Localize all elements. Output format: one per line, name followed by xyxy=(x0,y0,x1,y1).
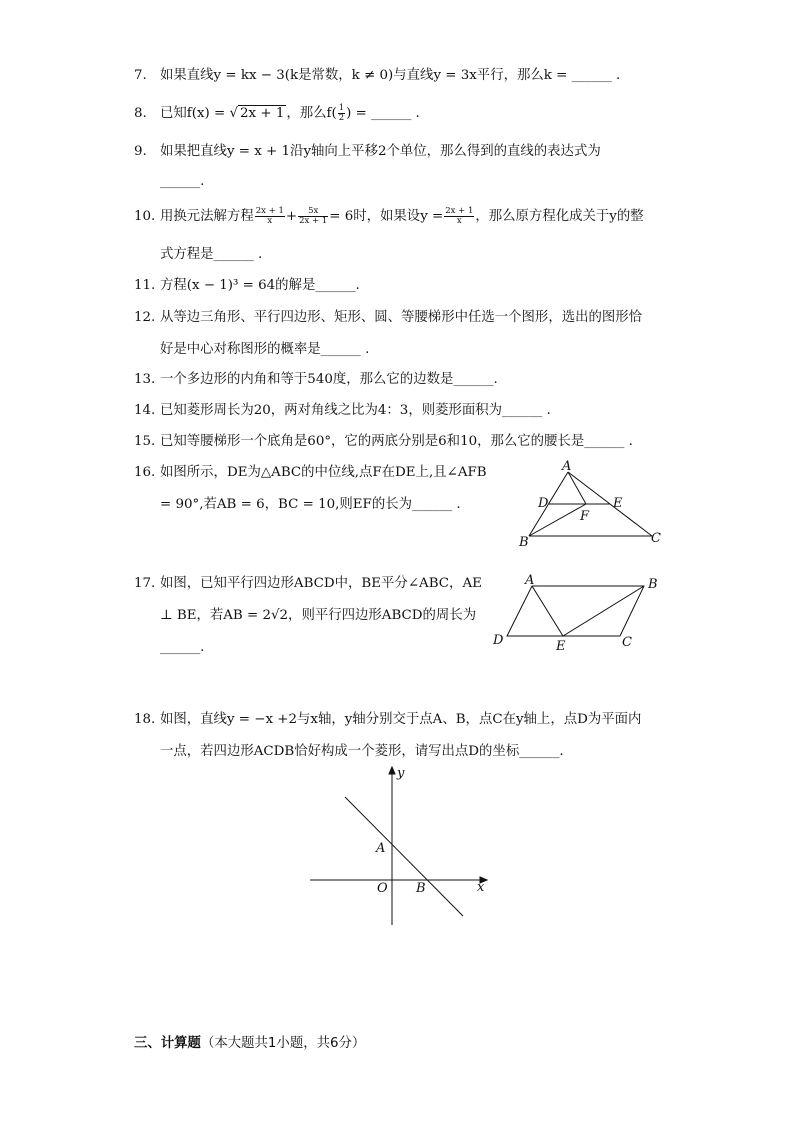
label-c: C xyxy=(622,635,632,650)
label-b: B xyxy=(519,535,529,550)
fraction: $\frac{1}{2}$ xyxy=(338,103,345,123)
question-text-line2: 式方程是______ . xyxy=(160,247,263,262)
question-text: 如果直线y = kx − 3(k是常数，k ≠ 0)与直线y = 3x平行，那么k = ______ . xyxy=(160,68,621,83)
figure-16-triangle xyxy=(512,458,667,550)
question-number: 16. xyxy=(134,465,156,480)
question-text: 如图所示，DE为△ABC的中位线,点F在DE上,且∠AFB xyxy=(160,465,487,480)
label-o: O xyxy=(377,881,388,896)
question-text-line2: 好是中心对称图形的概率是______ . xyxy=(160,342,370,357)
question-text-line2: ⊥ BE，若AB = 2√2，则平行四边形ABCD的周长为 xyxy=(160,608,477,623)
question-text-line3: ______. xyxy=(160,640,205,655)
question-text: 用换元法解方程 $\frac{2x + 1}{x}$ + $\frac{5x}{2x + 1}$ = 6时，如果设y = $\frac{2x + 1}{x}$ ，那么原方程化成关于y的整 xyxy=(160,206,644,226)
question-text: 一个多边形的内角和等于540度，那么它的边数是______. xyxy=(160,372,498,387)
label-a: A xyxy=(562,459,572,474)
label-b: B xyxy=(648,577,658,592)
section-detail: （本大题共1小题，共6分） xyxy=(200,1036,366,1051)
question-number: 8. xyxy=(134,106,147,121)
fraction: $\frac{2x + 1}{x}$ xyxy=(255,206,284,226)
question-text: 如果把直线y = x + 1沿y轴向上平移2个单位，那么得到的直线的表达式为 xyxy=(160,144,601,159)
fraction: $\frac{2x + 1}{x}$ xyxy=(445,206,474,226)
question-text: 已知菱形周长为20，两对角线之比为4：3，则菱形面积为______ . xyxy=(160,403,551,418)
label-b: B xyxy=(416,881,426,896)
fraction: $\frac{5x}{2x + 1}$ xyxy=(299,206,328,226)
question-number: 7. xyxy=(134,68,147,83)
question-text-line2: ______. xyxy=(160,174,205,189)
label-c: C xyxy=(651,531,661,546)
question-number: 18. xyxy=(134,712,156,727)
segment-af xyxy=(568,472,586,504)
label-x: x xyxy=(477,880,485,895)
question-text-line2: = 90°,若AB = 6，BC = 10,则EF的长为______ . xyxy=(160,497,461,512)
question-text: 已知f(x) = √ 2x + 1 ，那么f( $\frac{1}{2}$ ) = ______ . xyxy=(160,103,420,123)
section-header xyxy=(134,1032,365,1051)
question-text: 已知等腰梯形一个底角是60°，它的两底分别是6和10，那么它的腰长是______ . xyxy=(160,434,633,449)
y-axis-arrow xyxy=(389,767,395,774)
label-d: D xyxy=(493,633,504,648)
question-number: 15. xyxy=(134,434,156,449)
question-number: 13. xyxy=(134,372,156,387)
question-number: 11. xyxy=(134,278,156,293)
label-y: y xyxy=(397,766,405,781)
sqrt-radicand: 2x + 1 xyxy=(240,106,285,121)
question-number: 17. xyxy=(134,576,156,591)
question-number: 9. xyxy=(134,144,147,159)
question-number: 10. xyxy=(134,209,156,224)
segment-ae xyxy=(532,586,563,636)
label-a: A xyxy=(525,573,535,588)
figure-18-coordinate-plane xyxy=(305,762,495,930)
question-number: 14. xyxy=(134,403,156,418)
question-text: 从等边三角形、平行四边形、矩形、圆、等腰梯形中任选一个图形，选出的图形恰 xyxy=(160,310,643,325)
question-text: 如图，已知平行四边形ABCD中，BE平分∠ABC，AE xyxy=(160,576,482,591)
question-text-line2: 一点，若四边形ACDB恰好构成一个菱形，请写出点D的坐标______. xyxy=(160,744,564,759)
label-a: A xyxy=(376,841,386,856)
label-e: E xyxy=(613,496,623,511)
label-e: E xyxy=(556,639,566,654)
label-d: D xyxy=(538,496,549,511)
section-title: 三、计算题 xyxy=(134,1036,201,1051)
question-text: 如图，直线y = −x +2与x轴，y轴分别交于点A、B，点C在y轴上，点D为平面内 xyxy=(160,712,642,727)
figure-17-parallelogram xyxy=(490,570,665,656)
question-number: 12. xyxy=(134,310,156,325)
label-f: F xyxy=(580,509,590,524)
line-y-neg-x-plus-2 xyxy=(345,797,463,916)
question-text: 方程(x − 1)³ = 64的解是______. xyxy=(160,278,360,293)
